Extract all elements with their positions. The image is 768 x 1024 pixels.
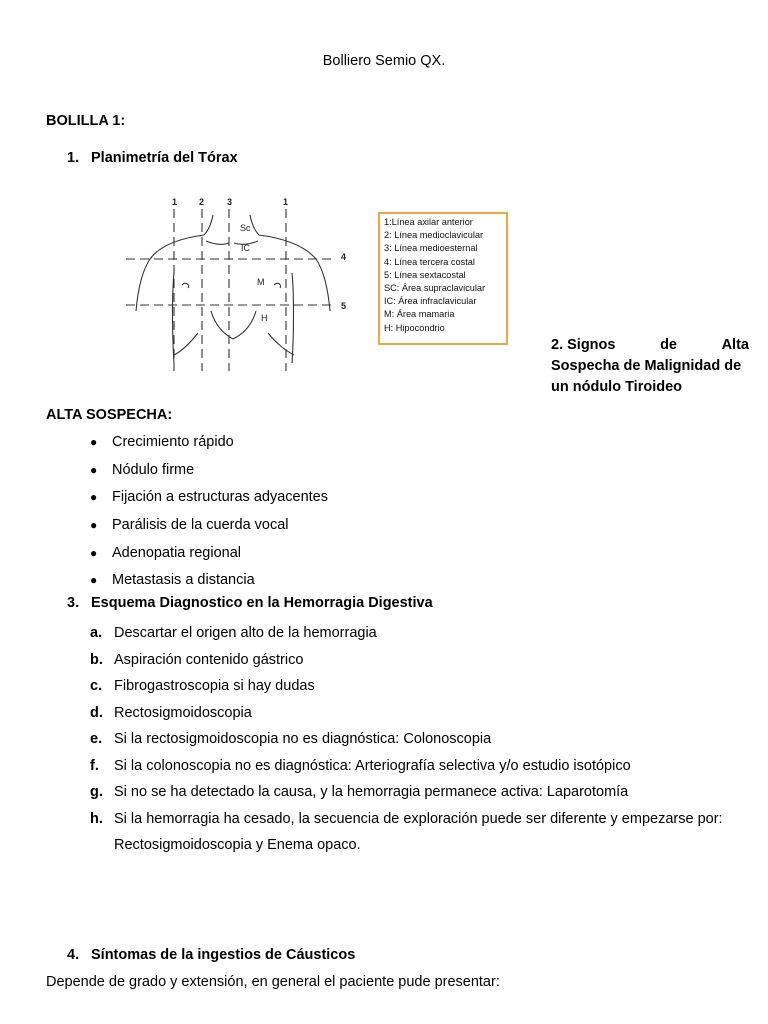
list-item: d. Rectosigmoidoscopia [90,704,252,721]
section-2-word: de [660,337,677,353]
line-number-label: 1 [283,197,289,207]
region-label: Sc [240,223,251,233]
list-item: c. Fibrogastroscopia si hay dudas [90,678,315,694]
legend-item: 3: Línea medioesternal [384,243,478,254]
section-1-number: 1. [67,150,80,166]
section-4-title: Síntomas de la ingestios de Cáusticos [91,947,356,963]
line-number-label: 4 [341,252,347,262]
section-3-title: Esquema Diagnostico en la Hemorragia Digestiva [91,595,433,611]
list-item: ● Adenopatia regional [90,544,241,561]
section-3-list [90,620,755,859]
section-2-heading [551,335,749,398]
line-number-label: 1 [172,197,178,207]
section-4-paragraph: Depende de grado y extensión, en general el paciente pude presentar: [46,974,500,990]
list-item: ● Metastasis a distancia [90,572,255,589]
bullet-icon: ● [90,462,98,477]
legend-item: SC: Área supraclavicular [384,283,486,294]
legend-item: M: Área mamaria [384,309,455,320]
list-item: f. Si la colonoscopia no es diagnóstica: Arteriografía selectiva y/o estudio isotópico [90,757,631,774]
bullet-icon: ● [90,517,98,532]
region-label: H [261,313,268,323]
list-item: ● Parálisis de la cuerda vocal [90,516,289,533]
list-item: ● Crecimiento rápido [90,433,234,450]
list-item: h. Si la hemorragia ha cesado, la secuencia de exploración puede ser diferente y empezarse por: Rectosigmoidoscopia y Enema opaco. [90,810,723,853]
legend-item: 1:Línea axilar anterior [384,217,473,227]
bullet-icon: ● [90,573,98,588]
bullet-icon: ● [90,434,98,449]
document-header: Bolliero Semio QX. [322,53,446,69]
bullet-icon: ● [90,545,98,560]
list-item: ● Nódulo firme [90,461,195,478]
bolilla-title: BOLILLA 1: [46,113,126,129]
region-label: M [257,277,265,287]
section-1-heading [67,150,238,166]
list-item: g. Si no se ha detectado la causa, y la hemorragia permanece activa: Laparotomía [90,784,629,800]
line-number-label: 3 [227,197,233,207]
alta-sospecha-title: ALTA SOSPECHA: [46,407,173,423]
list-item: e. Si la rectosigmoidoscopia no es diagnóstica: Colonoscopia [90,731,492,747]
legend-item: 5: Línea sextacostal [384,269,466,280]
legend-item: 2: Línea medioclavicular [384,230,484,241]
section-2-word: Alta [721,337,749,353]
list-item: b. Aspiración contenido gástrico [90,651,304,668]
section-4-number: 4. [67,947,80,963]
region-label: IC [241,243,250,253]
legend-item: H: Hipocondrio [384,322,445,333]
section-2-word: 2. Signos [551,337,616,353]
bullet-icon: ● [90,490,98,505]
legend-item: 4: Línea tercera costal [384,256,475,267]
list-item: a. Descartar el origen alto de la hemorragia [90,625,377,641]
section-3-heading [67,595,433,611]
line-number-label: 2 [199,197,205,207]
section-1-title: Planimetría del Tórax [91,150,238,166]
section-4-heading [67,947,355,963]
section-2-title-rest: Sospecha de Malignidad de un nódulo Tiroideo [551,358,742,395]
line-number-label: 5 [341,301,347,311]
alta-sospecha-list [90,428,328,594]
legend-item: IC: Área infraclavicular [384,296,477,307]
diagram-legend [378,212,508,345]
list-item: ● Fijación a estructuras adyacentes [90,489,328,506]
section-3-number: 3. [67,595,80,611]
